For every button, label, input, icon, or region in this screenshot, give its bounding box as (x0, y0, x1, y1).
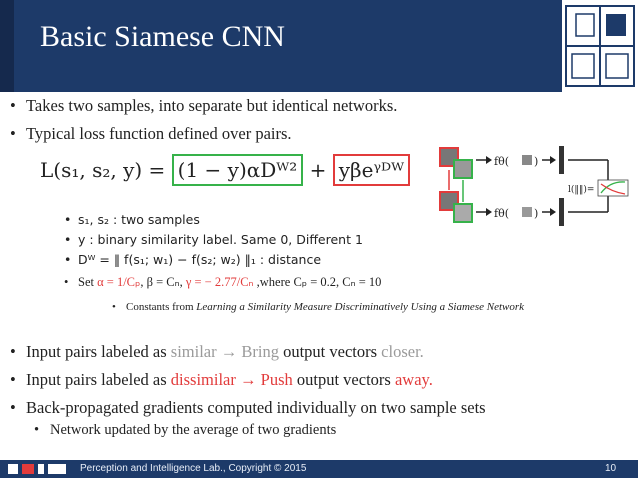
bullet-dissimilar: • Input pairs labeled as dissimilar → Push output vectors away. (10, 370, 433, 389)
svg-text:): ) (534, 207, 539, 220)
loss-dissimilar-term: yβeᵞᴰᵂ (333, 154, 410, 186)
loss-plus: + (303, 158, 333, 182)
set-constants-line: • Set α = 1/Cₚ, β = Cₙ, γ = − 2.77/Cₙ ,where Cₚ = 0.2, Cₙ = 10 (64, 275, 382, 289)
loss-lhs: L(s₁, s₂, y) = (40, 158, 172, 182)
svg-text:): ) (534, 155, 539, 168)
sub-bullet-1: • s₁, s₂ : two samples (64, 212, 200, 227)
sub-bullet-average: • Network updated by the average of two gradients (34, 422, 337, 438)
sub-bullet-2: • y : binary similarity label. Same 0, Different 1 (64, 232, 363, 247)
bullet-1: • Takes two samples, into separate but identical networks. (10, 96, 398, 115)
header-bar (0, 0, 638, 92)
university-logo (562, 0, 638, 92)
bullet-similar: • Input pairs labeled as similar → Bring output vectors closer. (10, 342, 424, 361)
loss-formula (40, 158, 410, 182)
bullet-backprop: • Back-propagated gradients computed individually on two sample sets (10, 398, 486, 417)
lab-logo (8, 462, 68, 476)
svg-text:fθ(: fθ( (494, 207, 509, 220)
bullet-2: • Typical loss function defined over pairs. (10, 124, 292, 143)
footer-copyright: Perception and Intelligence Lab., Copyright © 2015 (80, 463, 307, 474)
siamese-diagram (430, 140, 635, 240)
page-number: 10 (605, 463, 617, 474)
svg-text:fθ(: fθ( (494, 155, 509, 168)
slide-title: Basic Siamese CNN (40, 20, 285, 53)
constants-note: • Constants from Learning a Similarity Measure Discriminatively Using a Siamese Network (112, 301, 525, 313)
header-accent (0, 0, 14, 92)
svg-text:l(‖‖)=: l(‖‖)= (568, 185, 595, 195)
loss-similar-term: (1 − y)αDᵂ² (172, 154, 304, 186)
sub-bullet-3: • Dᵂ = ‖ f(s₁; w₁) − f(s₂; w₂) ‖₁ : distance (64, 252, 322, 267)
